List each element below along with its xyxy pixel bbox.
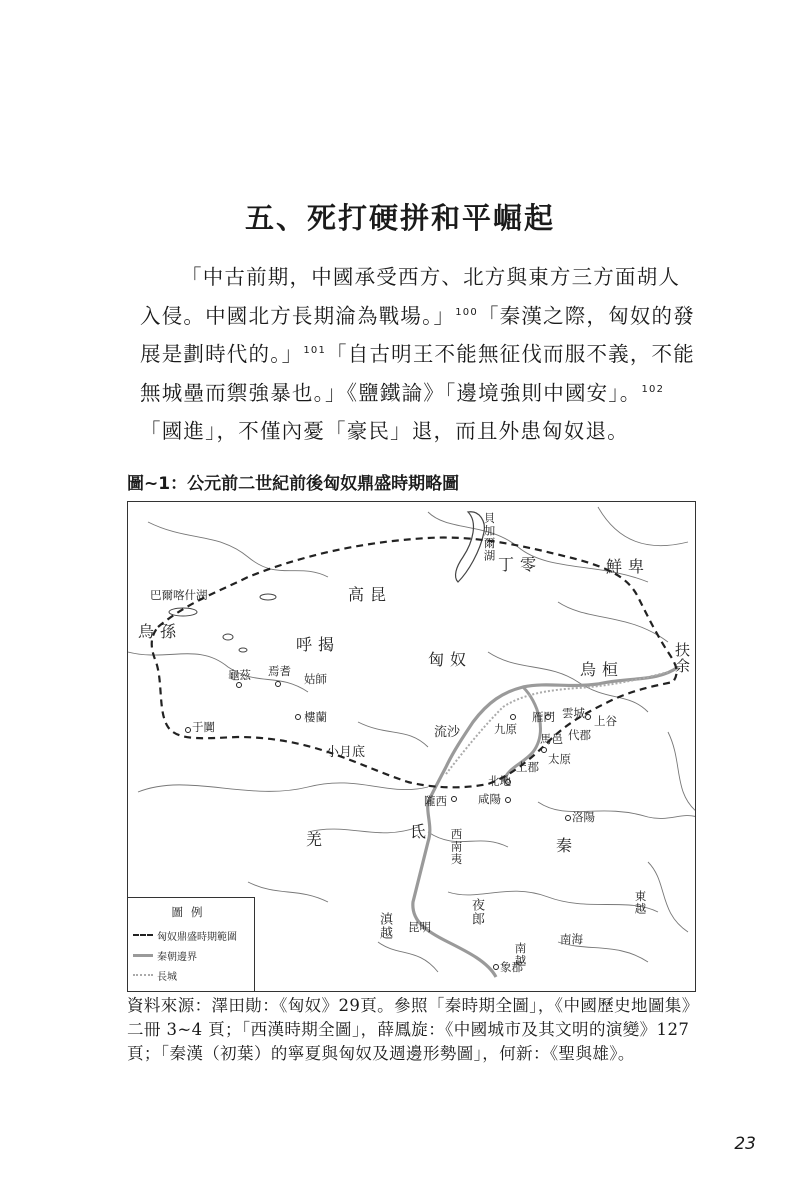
- label-qiuci: 龜茲: [228, 668, 251, 682]
- label-nanyue: 南越: [513, 942, 528, 967]
- label-xinanyi: 西南夷: [449, 828, 464, 866]
- label-fuyu: 扶余: [673, 642, 691, 674]
- legend-row-xiongnu: [133, 928, 237, 942]
- label-qiang: 羌: [306, 830, 329, 849]
- label-yelang: 夜郎: [469, 898, 484, 926]
- label-yanmen: 雁門: [532, 710, 555, 724]
- legend-grey-swatch: [133, 954, 153, 957]
- label-baikal: 貝加爾湖: [482, 512, 497, 562]
- label-yutian: 于闐: [192, 720, 215, 734]
- label-dingling: 丁零: [498, 555, 543, 574]
- quote-4: 「國進」，不僅內憂「豪民」退，而且外患匈奴退。: [140, 419, 629, 444]
- label-liusha: 流沙: [434, 725, 461, 740]
- legend-dashed-swatch: [133, 934, 153, 936]
- label-taiyuan: 太原: [548, 752, 571, 766]
- body-paragraph: [140, 258, 700, 451]
- label-kunming: 昆明: [408, 920, 431, 934]
- label-wuhuan: 烏桓: [580, 660, 625, 679]
- quote-1: 「中古前期，中國承受西方、北方與東方三方面胡人入侵。中國北方長期淪為戰場。」: [140, 265, 681, 328]
- historical-map: [127, 501, 696, 992]
- legend-label-qin: 秦朝邊界: [157, 951, 197, 963]
- label-hujie: 呼揭: [296, 635, 341, 654]
- label-loulan: 樓蘭: [304, 710, 327, 724]
- footnote-ref-102[interactable]: 102: [641, 383, 665, 395]
- label-gaokun: 高昆: [348, 585, 393, 604]
- section-heading: 五、死打硬拼和平崛起: [244, 201, 555, 235]
- footnote-ref-101[interactable]: 101: [303, 345, 327, 357]
- label-gushi: 姑師: [304, 672, 327, 686]
- baikal-lake: [456, 512, 485, 582]
- label-longxi: 隴西: [424, 794, 447, 808]
- label-balkhash: 巴爾喀什湖: [150, 588, 208, 602]
- label-xianyang: 咸陽: [478, 792, 501, 806]
- label-jiuyuan: 九原: [494, 722, 517, 736]
- quote-2: 「秦漢之際，匈奴的發展是劃時代的。」: [140, 303, 695, 367]
- label-wusun: 烏孫: [138, 622, 183, 641]
- page-number: 23: [734, 1134, 756, 1154]
- label-yanqi: 焉耆: [268, 664, 291, 678]
- legend-label-xiongnu: 匈奴鼎盛時期範圍: [157, 931, 237, 943]
- map-legend: [128, 897, 255, 991]
- legend-wall-swatch: [133, 974, 153, 976]
- label-xiongnu: 匈奴: [428, 650, 473, 669]
- label-xiangjun: 象郡: [500, 960, 523, 974]
- label-dongyue: 東越: [633, 890, 648, 915]
- label-shanggu: 上谷: [594, 714, 617, 728]
- label-xiaoyuedi: 小月底: [326, 745, 366, 760]
- source-note: 資料來源：澤田勛：《匈奴》29頁。參照「秦時期全圖」，《中國歷史地圖集》二冊 3~4 頁；「西漢時期全圖」，薛鳳旋：《中國城市及其文明的演變》127 頁；「秦漢（初葉）的寧夏與匈奴及週邊形勢圖」，何新：《聖與雄》。: [127, 996, 699, 1063]
- label-xianbei: 鮮卑: [606, 557, 651, 576]
- label-yuncheng: 雲城: [562, 706, 585, 720]
- label-shangjun: 上郡: [516, 760, 539, 774]
- figure-caption: 圖~1：公元前二世紀前後匈奴鼎盛時期略圖: [127, 474, 460, 494]
- label-luoyang: 洛陽: [572, 810, 595, 824]
- label-di: 氐: [410, 822, 433, 841]
- label-mayi: 馬邑: [540, 732, 563, 746]
- small-lakes: [169, 594, 276, 652]
- label-nanhai: 南海: [560, 932, 583, 946]
- legend-label-wall: 長城: [157, 971, 177, 983]
- label-beidi: 北地: [488, 774, 511, 788]
- legend-row-wall: [133, 968, 177, 982]
- footnote-ref-100[interactable]: 100: [455, 306, 478, 318]
- quote-3: 「自古明王不能無征伐而服不義，不能無城壘而禦強暴也。」《鹽鐵論》「邊境強則中國安」。: [140, 342, 695, 405]
- legend-title: 圖例: [171, 905, 211, 919]
- label-daijun: 代郡: [568, 728, 591, 742]
- legend-row-qin: [133, 948, 197, 962]
- label-qin: 秦: [556, 836, 579, 855]
- label-dianyue: 滇越: [377, 912, 392, 940]
